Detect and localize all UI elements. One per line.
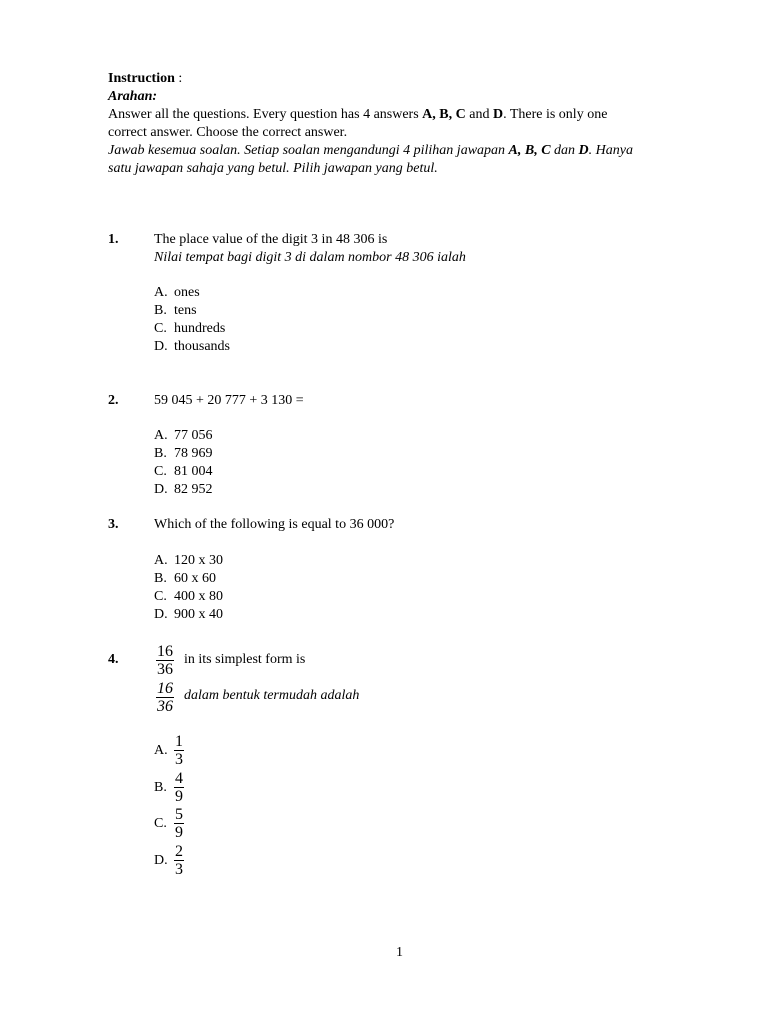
option-text: 78 969 <box>174 446 213 461</box>
option-letter: C. <box>154 321 167 336</box>
option-text: 400 x 80 <box>174 589 223 604</box>
option-text: hundreds <box>174 321 226 336</box>
question-1-text-en: The place value of the digit 3 in 48 306 is <box>154 232 388 247</box>
question-1-option-c <box>154 320 225 338</box>
option-text: 120 x 30 <box>174 553 223 568</box>
question-4-fraction-ms <box>156 680 174 715</box>
fraction-numerator: 1 <box>175 733 183 750</box>
option-letter: D. <box>154 482 168 497</box>
option-text: ones <box>174 285 200 300</box>
option-letter: D. <box>154 339 168 354</box>
question-2-option-a <box>154 427 213 445</box>
option-letter: A. <box>154 428 168 443</box>
question-1-option-b <box>154 302 197 320</box>
option-text: 82 952 <box>174 482 213 497</box>
option-letter: A. <box>154 553 168 568</box>
question-4-option-d-letter: D. <box>154 853 168 868</box>
question-4-text-en: in its simplest form is <box>184 652 306 667</box>
instruction-en-options: A, B, C <box>422 107 466 122</box>
instruction-ms-dan: dan <box>550 143 579 158</box>
fraction-numerator: 4 <box>175 770 183 787</box>
instruction-en-tail: . There is only one <box>503 107 608 122</box>
question-4-number: 4. <box>108 652 119 667</box>
instruction-ms-line2: satu jawapan sahaja yang betul. Pilih jawapan yang betul. <box>108 161 438 176</box>
question-3-number: 3. <box>108 517 119 532</box>
question-2-option-d <box>154 481 213 499</box>
question-4-fraction-en <box>156 643 174 678</box>
instruction-ms-text: Jawab kesemua soalan. Setiap soalan mengandungi 4 pilihan jawapan <box>108 143 509 158</box>
fraction-denominator: 36 <box>157 698 173 715</box>
instruction-ms-line1 <box>108 142 633 160</box>
question-2-option-b <box>154 445 213 463</box>
option-letter: B. <box>154 571 167 586</box>
question-4-option-a-letter: A. <box>154 743 168 758</box>
instruction-en-text: Answer all the questions. Every question has 4 answers <box>108 107 423 122</box>
instruction-en-line1 <box>108 106 607 124</box>
question-2-number: 2. <box>108 393 119 408</box>
question-3-option-c <box>154 588 223 606</box>
question-3-option-b <box>154 570 216 588</box>
option-letter: B. <box>154 446 167 461</box>
question-3-text: Which of the following is equal to 36 000? <box>154 517 395 532</box>
option-text: tens <box>174 303 197 318</box>
option-letter: A. <box>154 285 168 300</box>
instruction-en-option-d: D <box>492 107 504 122</box>
question-3-option-a <box>154 552 223 570</box>
instruction-ms-options: A, B, C <box>508 143 551 158</box>
page-number: 1 <box>396 945 403 960</box>
instruction-en-and: and <box>465 107 493 122</box>
option-letter: D. <box>154 607 168 622</box>
question-4-text-ms: dalam bentuk termudah adalah <box>184 688 360 703</box>
fraction-denominator: 9 <box>175 824 183 841</box>
fraction-denominator: 3 <box>175 751 183 768</box>
instruction-label: Instruction <box>108 71 175 86</box>
option-text: 900 x 40 <box>174 607 223 622</box>
question-4-option-b-letter: B. <box>154 780 167 795</box>
fraction-numerator: 5 <box>175 806 183 823</box>
question-4-option-c-fraction <box>174 806 184 841</box>
question-4-option-a-fraction <box>174 733 184 768</box>
instruction-ms-option-d: D <box>578 143 589 158</box>
question-1-option-d <box>154 338 230 356</box>
instruction-en-line2: correct answer. Choose the correct answer. <box>108 125 348 140</box>
instruction-colon: : <box>174 71 183 86</box>
option-letter: C. <box>154 589 167 604</box>
option-letter: B. <box>154 303 167 318</box>
fraction-denominator: 36 <box>157 661 173 678</box>
instruction-label-ms: Arahan: <box>108 89 158 104</box>
fraction-numerator: 2 <box>175 843 183 860</box>
fraction-numerator: 16 <box>157 643 173 660</box>
fraction-denominator: 9 <box>175 788 183 805</box>
question-2-text: 59 045 + 20 777 + 3 130 = <box>154 393 304 408</box>
option-text: 81 004 <box>174 464 213 479</box>
option-text: 60 x 60 <box>174 571 216 586</box>
question-1-number: 1. <box>108 232 119 247</box>
instruction-ms-tail: . Hanya <box>588 143 633 158</box>
option-text: thousands <box>174 339 230 354</box>
fraction-numerator: 16 <box>157 680 173 697</box>
question-4-option-d-fraction <box>174 843 184 878</box>
question-4-option-b-fraction <box>174 770 184 805</box>
fraction-denominator: 3 <box>175 861 183 878</box>
question-1-option-a <box>154 284 200 302</box>
question-2-option-c <box>154 463 213 481</box>
question-3-option-d <box>154 606 223 624</box>
option-letter: C. <box>154 464 167 479</box>
question-1-text-ms: Nilai tempat bagi digit 3 di dalam nombor 48 306 ialah <box>154 250 466 265</box>
instruction-heading <box>108 70 182 88</box>
question-4-option-c-letter: C. <box>154 816 167 831</box>
option-text: 77 056 <box>174 428 213 443</box>
